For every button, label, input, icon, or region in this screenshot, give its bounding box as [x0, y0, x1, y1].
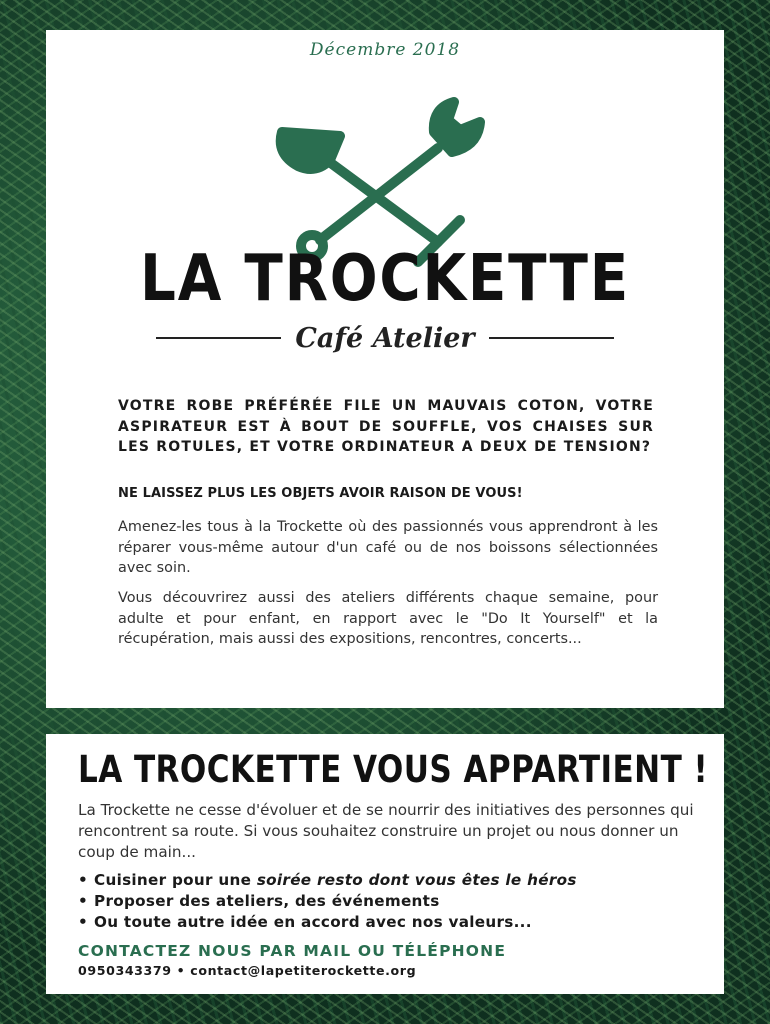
phone-number[interactable]: 0950343379: [78, 963, 172, 978]
subtitle-rule-left: [156, 337, 281, 339]
list-item: [78, 891, 577, 912]
separator: •: [176, 963, 186, 978]
list-item: [78, 912, 577, 933]
flyer-date: Décembre 2018: [309, 40, 461, 60]
bullet-icon: •: [78, 913, 89, 931]
list-item-text: Proposer des ateliers, des événements: [94, 892, 440, 910]
email-link[interactable]: contact@lapetiterockette.org: [190, 963, 417, 978]
subtitle-rule-right: [489, 337, 614, 339]
list-item-emphasis: soirée resto dont vous êtes le héros: [256, 871, 577, 889]
brand-title: LA TROCKETTE: [140, 242, 630, 316]
brand-subtitle: Café Atelier: [295, 322, 475, 354]
community-panel: [46, 734, 724, 994]
tagline: NE LAISSEZ PLUS LES OBJETS AVOIR RAISON DE VOUS!: [118, 486, 523, 501]
ideas-list: [78, 870, 577, 933]
description-paragraph-2: Vous découvrirez aussi des ateliers différents chaque semaine, pour adulte et pour enfant, en rapport avec le "Do It Yourself" et la récupération, mais aussi des expositions, rencontres, concerts...: [118, 590, 658, 647]
contact-line: [78, 963, 416, 978]
contact-heading: CONTACTEZ NOUS PAR MAIL OU TÉLÉPHONE: [78, 942, 507, 960]
bullet-icon: •: [78, 892, 89, 910]
brand-subtitle-row: [156, 320, 614, 356]
section-title: LA TROCKETTE VOUS APPARTIENT !: [78, 748, 709, 791]
list-item-text: Ou toute autre idée en accord avec nos valeurs...: [94, 913, 532, 931]
flyer-panel: [46, 30, 724, 708]
intro-text: VOTRE ROBE PRÉFÉRÉE FILE UN MAUVAIS COTON, VOTRE ASPIRATEUR EST À BOUT DE SOUFFLE, VOS CHAISES SUR LES ROTULES, ET VOTRE ORDINATEUR A DEUX DE TENSION?: [118, 398, 654, 455]
bullet-icon: •: [78, 871, 89, 889]
list-item-text: Cuisiner pour une: [94, 871, 257, 889]
description-paragraph-1: Amenez-les tous à la Trockette où des passionnés vous apprendront à les réparer vous-même autour d'un café ou de nos boissons sélectionnées avec soin.: [118, 519, 658, 576]
community-paragraph: La Trockette ne cesse d'évoluer et de se nourrir des initiatives des personnes qui rencontrent sa route. Si vous souhaitez construire un projet ou nous donner un coup de main...: [78, 801, 694, 861]
list-item: [78, 870, 577, 891]
